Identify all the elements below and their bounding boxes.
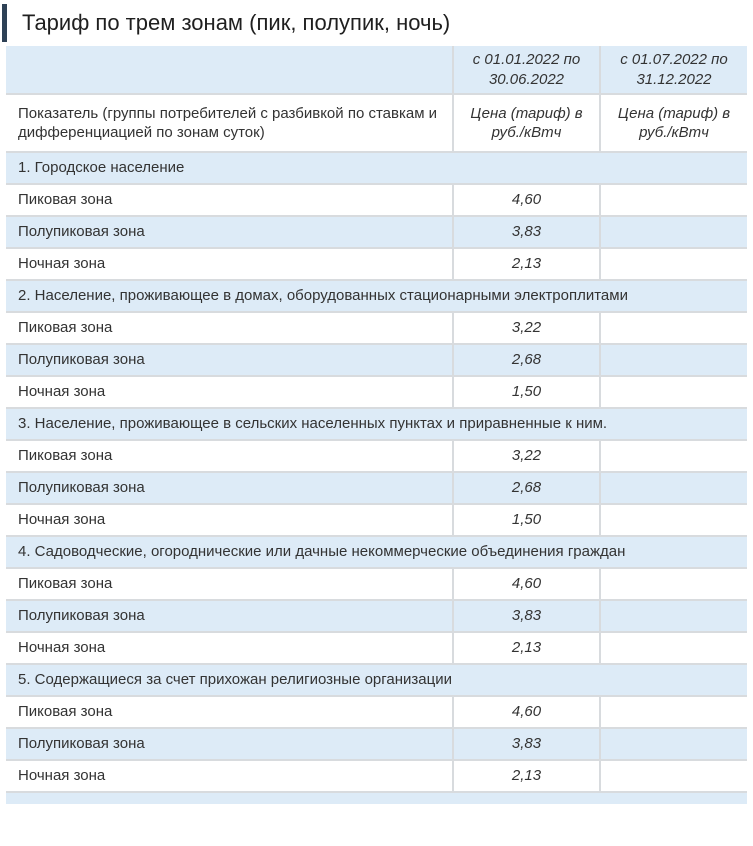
- section-header-row: [6, 280, 747, 312]
- empty-value-cell: [600, 696, 747, 728]
- unit-header-cell-2: Цена (тариф) в руб./кВтч: [600, 94, 747, 152]
- zone-label-cell: Пиковая зона: [6, 440, 453, 472]
- section-header-cell: 5. Содержащиеся за счет прихожан религиозные организации: [6, 664, 747, 696]
- table-row: [6, 312, 747, 344]
- empty-value-cell: [600, 504, 747, 536]
- table-row: [6, 376, 747, 408]
- zone-label-cell: Полупиковая зона: [6, 344, 453, 376]
- table-row: [6, 440, 747, 472]
- empty-value-cell: [600, 568, 747, 600]
- page-title: Тариф по трем зонам (пик, полупик, ночь): [22, 9, 451, 35]
- indicator-header-cell: Показатель (группы потребителей с разбивкой по ставкам и дифференциацией по зонам суток): [6, 94, 453, 152]
- table-row: [6, 248, 747, 280]
- table-row: [6, 568, 747, 600]
- empty-value-cell: [600, 472, 747, 504]
- zone-label-cell: Полупиковая зона: [6, 472, 453, 504]
- zone-label-cell: Ночная зона: [6, 376, 453, 408]
- empty-value-cell: [600, 184, 747, 216]
- empty-value-cell: [600, 632, 747, 664]
- tariff-value-cell: 1,50: [453, 376, 600, 408]
- indicator-header-row: [6, 94, 747, 152]
- table-row: [6, 760, 747, 792]
- tariff-value-cell: 3,22: [453, 312, 600, 344]
- section-header-row: [6, 408, 747, 440]
- zone-label-cell: Пиковая зона: [6, 696, 453, 728]
- table-row: [6, 472, 747, 504]
- empty-value-cell: [600, 216, 747, 248]
- table-row: [6, 600, 747, 632]
- empty-value-cell: [600, 728, 747, 760]
- period-header-row: [6, 46, 747, 94]
- empty-value-cell: [600, 344, 747, 376]
- tariff-value-cell: 3,83: [453, 216, 600, 248]
- zone-label-cell: Пиковая зона: [6, 568, 453, 600]
- section-header-row: [6, 152, 747, 184]
- tariff-value-cell: 3,83: [453, 728, 600, 760]
- tariff-value-cell: 3,83: [453, 600, 600, 632]
- tariff-value-cell: 4,60: [453, 696, 600, 728]
- zone-label-cell: Полупиковая зона: [6, 216, 453, 248]
- section-header-cell: 1. Городское население: [6, 152, 747, 184]
- table-row: [6, 344, 747, 376]
- table-row: [6, 184, 747, 216]
- unit-header-cell-1: Цена (тариф) в руб./кВтч: [453, 94, 600, 152]
- tariff-value-cell: 4,60: [453, 568, 600, 600]
- tariff-value-cell: 2,68: [453, 472, 600, 504]
- table-row: [6, 728, 747, 760]
- table-row: [6, 696, 747, 728]
- zone-label-cell: Полупиковая зона: [6, 600, 453, 632]
- tariff-value-cell: 2,68: [453, 344, 600, 376]
- empty-value-cell: [600, 376, 747, 408]
- tariff-value-cell: 2,13: [453, 632, 600, 664]
- empty-value-cell: [600, 248, 747, 280]
- section-header-cell: 4. Садоводческие, огороднические или дачные некоммерческие объединения граждан: [6, 536, 747, 568]
- zone-label-cell: Пиковая зона: [6, 312, 453, 344]
- empty-value-cell: [600, 312, 747, 344]
- table-row: [6, 632, 747, 664]
- section-header-row: [6, 664, 747, 696]
- empty-value-cell: [600, 760, 747, 792]
- zone-label-cell: Ночная зона: [6, 504, 453, 536]
- tariff-value-cell: 2,13: [453, 760, 600, 792]
- section-header-cell-partial: [6, 792, 747, 804]
- zone-label-cell: Ночная зона: [6, 248, 453, 280]
- empty-header-cell: [6, 46, 453, 94]
- tariff-value-cell: 2,13: [453, 248, 600, 280]
- zone-label-cell: Ночная зона: [6, 760, 453, 792]
- section-header-cell: 2. Население, проживающее в домах, оборудованных стационарными электроплитами: [6, 280, 747, 312]
- zone-label-cell: Пиковая зона: [6, 184, 453, 216]
- tariff-table: [6, 46, 747, 804]
- period-header-cell-2: с 01.07.2022 по 31.12.2022: [600, 46, 747, 94]
- section-header-row-partial: [6, 792, 747, 804]
- zone-label-cell: Полупиковая зона: [6, 728, 453, 760]
- table-row: [6, 216, 747, 248]
- tariff-value-cell: 3,22: [453, 440, 600, 472]
- page-header: [2, 4, 753, 42]
- section-header-row: [6, 536, 747, 568]
- tariff-value-cell: 1,50: [453, 504, 600, 536]
- empty-value-cell: [600, 440, 747, 472]
- empty-value-cell: [600, 600, 747, 632]
- zone-label-cell: Ночная зона: [6, 632, 453, 664]
- section-header-cell: 3. Население, проживающее в сельских населенных пунктах и приравненные к ним.: [6, 408, 747, 440]
- period-header-cell-1: с 01.01.2022 по 30.06.2022: [453, 46, 600, 94]
- tariff-value-cell: 4,60: [453, 184, 600, 216]
- table-row: [6, 504, 747, 536]
